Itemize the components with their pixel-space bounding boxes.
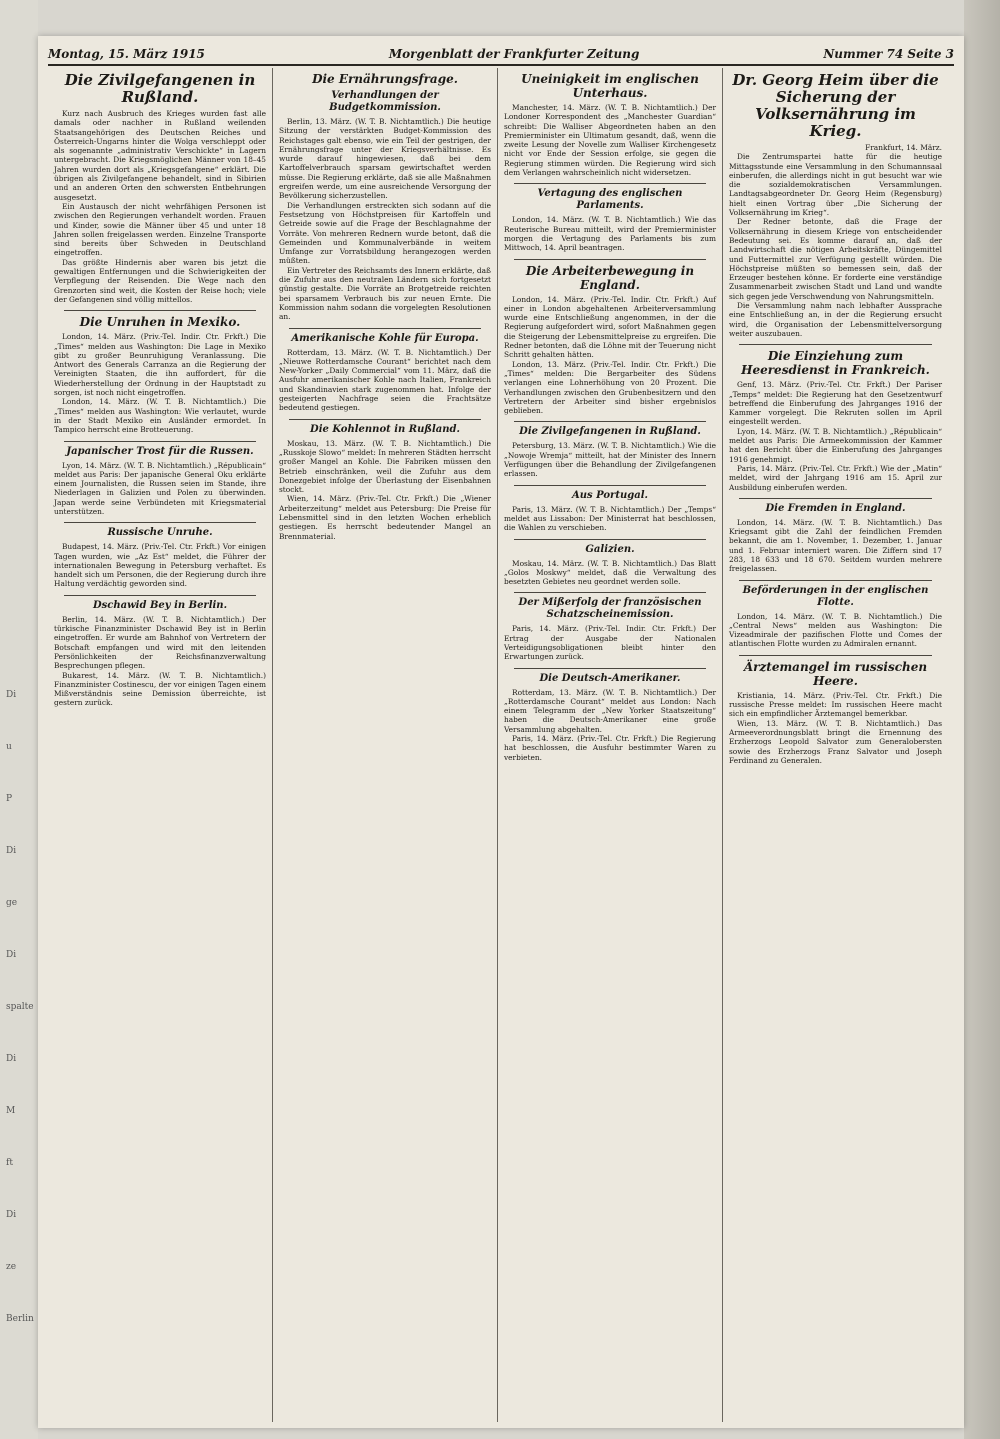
article-divider — [289, 328, 481, 329]
article — [504, 264, 716, 416]
article-paragraph: Berlin, 14. März. (W. T. B. Nichtamtlich.) Der türkische Finanzminister Dschawid Bey ist in Berlin eingetroffen. Er wurde am Bahnhof von Vertretern der Botschaft empfangen und wird mit den leitenden Persönlichkeiten der Reichsfinanzverwaltung Besprechungen pflegen. — [54, 614, 266, 671]
article-divider — [514, 485, 706, 486]
article-paragraph: London, 13. März. (Priv.-Tel. Indir. Ctr. Frkft.) Die „Times“ melden: Die Bergarbeiter des Südens verlangen eine Lohnerhöhung von 20 Prozent. Die Verhandlungen zwischen den Grubenbesitzern und den Vertretern der Arbeiter sind bisher ergebnislos geblieben. — [504, 359, 716, 416]
article-paragraph: London, 14. März. (W. T. B. Nichtamtlich.) Die „Times“ melden aus Washington: Wie verlautet, wurde in der Stadt Mexiko ein Ausländer ermordet. In Tampico herrscht eine Brotteuerung. — [54, 397, 266, 435]
article-divider — [64, 595, 256, 596]
article-divider — [514, 421, 706, 422]
article-divider — [289, 419, 481, 420]
article-divider — [514, 539, 706, 540]
article-paragraph: Die Versammlung nahm nach lebhafter Aussprache eine Entschließung an, in der die Regierung ersucht wird, die Organisation der Lebensmittelversorgung weiter auszubauen. — [729, 301, 942, 338]
article-headline: Dschawid Bey in Berlin. — [92, 599, 228, 611]
article — [54, 446, 266, 517]
article-headline: Die Ernährungsfrage. — [312, 72, 458, 86]
article-paragraph: Die Zentrumspartei hatte für die heutige Mittagsstunde eine Versammlung in den Schumannsaal einberufen, die allerdings nicht in gut besucht war wie die sozialdemokratischen Versammlungen. Landtagsabgeordneter Dr. Georg Heim (Regensburg) hielt einen Vortrag über „Die Sicherung der Volksernährung im Krieg“. — [729, 152, 942, 218]
article-paragraph: Petersburg, 13. März. (W. T. B. Nichtamtlich.) Wie die „Nowoje Wremja“ mitteilt, hat der Minister des Innern Verfügungen über die Behandlung der Zivilgefangenen erlassen. — [504, 441, 716, 479]
gutter-mark: Di — [6, 690, 17, 700]
article — [54, 600, 266, 708]
article — [729, 660, 942, 765]
article — [504, 188, 716, 252]
article-paragraph: London, 14. März. (Priv.-Tel. Indir. Ctr. Frkft.) Die „Times“ melden aus Washington: Die Lage in Mexiko gibt zu großer Beunruhigung Veranlassung. Die Antwort des Generals Carranza an die Regierung der Vereinigten Staaten, die ihn auffordert, für die Wiederherstellung der Ordnung in der Hauptstadt zu sorgen, ist noch nicht eingetroffen. — [54, 332, 266, 398]
binding-edge — [964, 0, 1000, 1439]
article-headline: Die Arbeiterbewegung in England. — [525, 263, 695, 292]
article-divider — [739, 580, 932, 581]
article-headline: Amerikanische Kohle für Europa. — [291, 332, 479, 344]
column-2 — [273, 68, 498, 1422]
article-paragraph: Paris, 14. März. (Priv.-Tel. Ctr. Frkft.) Die Regierung hat beschlossen, die Ausfuhr bestimmter Waren zu verbieten. — [504, 734, 716, 762]
article-paragraph: Genf, 13. März. (Priv.-Tel. Ctr. Frkft.) Der Pariser „Temps“ meldet: Die Regierung hat den Gesetzentwurf betreffend die Einberufung des Jahrganges 1916 der Kammer vorgelegt. Die Rekruten sollen im April eingestellt werden. — [729, 380, 942, 427]
article-paragraph: Die Verhandlungen erstreckten sich sodann auf die Festsetzung von Höchstpreisen für Kartoffeln und Getreide sowie auf die Frage der Beschlagnahme der Vorräte. Von mehreren Rednern wurde betont, daß die Gemeinden und Kommunalverbände in weitem Umfange zur Vorratsbildung herangezogen werden müßten. — [279, 200, 491, 266]
article-divider — [64, 522, 256, 523]
article — [729, 72, 942, 338]
article-paragraph: London, 14. März. (W. T. B. Nichtamtlich.) Wie das Reuterische Bureau mitteilt, wird der Premierminister morgen die Vertagung des Parlaments bis zum Mittwoch, 14. April beantragen. — [504, 215, 716, 253]
article — [279, 72, 491, 322]
article-paragraph: Paris, 13. März. (W. T. B. Nichtamtlich.) Der „Temps“ meldet aus Lissabon: Der Ministerrat hat beschlossen, die Wahlen zu verschieben. — [504, 504, 716, 533]
article-divider — [64, 310, 256, 311]
article-paragraph: Wien, 13. März. (W. T. B. Nichtamtlich.) Das Armeeverordnungsblatt bringt die Ernennung des Erzherzogs Leopold Salvator zum Generalobersten sowie des Erzherzogs Franz Salvator und Joseph Ferdinand zu Generalen. — [729, 718, 942, 765]
gutter-mark: Di — [6, 950, 17, 960]
column-4 — [723, 68, 948, 1422]
article — [504, 597, 716, 661]
article-paragraph: Wien, 14. März. (Priv.-Tel. Ctr. Frkft.) Die „Wiener Arbeiterzeitung“ meldet aus Petersburg: Die Preise für Lebensmittel sind in den letzten Wochen erheblich gestiegen. Es herrscht bedeutender Mangel an Brennmaterial. — [279, 494, 491, 541]
gutter-mark: P — [6, 794, 13, 804]
article-divider — [514, 592, 706, 593]
header-issue: Nummer 74 Seite 3 — [823, 47, 954, 61]
article-paragraph: Lyon, 14. März. (W. T. B. Nichtamtlich.) „Républicain“ meldet aus Paris: Die Armeekommission der Kammer hat den Bericht über die Einberufung des Jahrganges 1916 genehmigt. — [729, 426, 942, 464]
article-paragraph: Paris, 14. März. (Priv.-Tel. Indir. Ctr. Frkft.) Der Ertrag der Ausgabe der Nationalen Verteidigungsobligationen bleibt hinter den Erwartungen zurück. — [504, 624, 716, 662]
article-paragraph: Rotterdam, 13. März. (W. T. B. Nichtamtlich.) Der „Rotterdamsche Courant“ meldet aus London: Nach einem Telegramm der „New Yorker Staatszeitung“ haben die Deutsch-Amerikaner eine große Versammlung abgehalten. — [504, 687, 716, 734]
article-headline: Die Einziehung zum Heeresdienst in Frankreich. — [741, 349, 930, 378]
article — [729, 503, 942, 574]
article-headline: Dr. Georg Heim über die Sicherung der Volksernährung im Krieg. — [732, 71, 939, 140]
article-divider — [514, 668, 706, 669]
article-headline: Die Zivilgefangenen in Rußland. — [519, 426, 701, 438]
header-date: Montag, 15. März 1915 — [48, 47, 205, 61]
newspaper-page — [38, 36, 964, 1428]
page-header — [48, 44, 954, 66]
gutter-mark: Di — [6, 1054, 17, 1064]
article-divider — [739, 498, 932, 499]
article — [504, 426, 716, 478]
article-paragraph: London, 14. März. (W. T. B. Nichtamtlich.) Die „Central News“ melden aus Washington: Die Vizeadmirale der pazifischen Flotte und Comes der atlantischen Flotte wurden zu Admiralen ernannt. — [729, 611, 942, 649]
article-headline: Die Kohlennot in Rußland. — [310, 423, 460, 435]
article-headline: Uneinigkeit im englischen Unterhaus. — [521, 72, 699, 100]
left-margin-strip — [0, 0, 38, 1439]
article-divider — [514, 183, 706, 184]
columns-container — [48, 68, 954, 1422]
article-headline: Russische Unruhe. — [107, 527, 213, 539]
article-headline: Die Unruhen in Mexiko. — [79, 315, 241, 330]
article-headline: Japanischer Trost für die Russen. — [66, 445, 254, 457]
article-headline: Ärztemangel im russischen Heere. — [743, 659, 928, 688]
article-paragraph: Bukarest, 14. März. (W. T. B. Nichtamtlich.) Finanzminister Costinescu, der vor einigen Tagen einem Mißverständnis seine Demission überreichte, ist gestern zurück. — [54, 670, 267, 708]
gutter-mark: spalte — [6, 1002, 34, 1012]
article-headline: Die Fremden in England. — [765, 502, 906, 514]
article — [279, 333, 491, 413]
gutter-mark: Berlin — [6, 1314, 34, 1324]
article-paragraph: Kristiania, 14. März. (Priv.-Tel. Ctr. Frkft.) Die russische Presse meldet: Im russischen Heere macht sich ein empfindlicher Ärztemangel bemerkbar. — [729, 690, 942, 719]
article-paragraph: London, 14. März. (W. T. B. Nichtamtlich.) Das Kriegsamt gibt die Zahl der feindlichen Fremden bekannt, die am 1. November, 1. Dezember, 1. Januar und 1. Februar interniert waren. Die Ziffern sind 17 283, 18 633 und 18 670. Seitdem wurden mehrere freigelassen. — [729, 517, 942, 574]
article-paragraph: Berlin, 13. März. (W. T. B. Nichtamtlich.) Die heutige Sitzung der verstärkten Budget-Kommission des Reichstages galt ebenso, wie ein Teil der gestrigen, der Ernährungsfrage unter der Kriegsverhältnisse. Es wurde darauf hingewiesen, daß bei dem Kartoffelverbrauch sparsam gewirtschaftet werden müsse. Die Regierung erklärte, daß sie alle Maßnahmen ergreifen werde, um eine ausreichende Versorgung der Bevölkerung sicherzustellen. — [279, 117, 491, 201]
article-paragraph: Moskau, 14. März. (W. T. B. Nichtamtlich.) Das Blatt „Golos Moskwy“ meldet, daß die Verwaltung des besetzten Gebietes neu geordnet werden solle. — [504, 558, 716, 587]
article — [279, 424, 491, 541]
gutter-mark: Di — [6, 1210, 17, 1220]
article-paragraph: London, 14. März. (Priv.-Tel. Indir. Ctr. Frkft.) Auf einer in London abgehaltenen Arbeiterversammlung wurde eine Entschließung angenommen, in der die Regierung aufgefordert wird, sofort Maßnahmen gegen die Steigerung der Lebensmittelpreise zu ergreifen. Die Redner betonten, daß die Löhne mit der Teuerung nicht Schritt gehalten hätten. — [504, 294, 716, 360]
article-headline: Die Deutsch-Amerikaner. — [539, 672, 681, 684]
article — [504, 72, 716, 177]
article-paragraph: Das größte Hindernis aber waren bis jetzt die gewaltigen Entfernungen und die Schwierigkeiten der Verpflegung der Reisenden. Die Wege nach den Grenzorten sind weit, die Kosten der Reise hoch; viele der Gefangenen sind völlig mittellos. — [54, 257, 266, 304]
article-paragraph: Moskau, 13. März. (W. T. B. Nichtamtlich.) Die „Russkoje Slowo“ meldet: In mehreren Städten herrscht großer Mangel an Kohle. Die Fabriken müssen den Betrieb einschränken, weil die Zufuhr aus dem Donezgebiet infolge der Überlastung der Eisenbahnen stockt. — [279, 438, 491, 495]
article — [504, 544, 716, 587]
header-paper-title: Morgenblatt der Frankfurter Zeitung — [388, 47, 640, 61]
article — [729, 585, 942, 649]
gutter-mark: ze — [6, 1262, 17, 1272]
article-paragraph: Rotterdam, 13. März. (W. T. B. Nichtamtlich.) Der „Nieuwe Rotterdamsche Courant“ berichtet nach dem New-Yorker „Daily Commercial“ vom 11. März, daß die Ausfuhr amerikanischer Kohle nach Italien, Frankreich und Skandinavien stark zugenommen hat. Infolge der gesteigerten Nachfrage seien die Frachtsätze bedeutend gestiegen. — [279, 347, 491, 413]
article-dateline: Frankfurt, 14. März. — [865, 143, 942, 152]
article-divider — [64, 441, 256, 442]
article-paragraph: Ein Austausch der nicht wehrfähigen Personen ist zwischen den Regierungen verhandelt worden. Frauen und Kinder, sowie die Männer über 45 und unter 18 Jahren sollen freigelassen werden. Einzelne Transporte sind bereits über Schweden in Deutschland eingetroffen. — [54, 201, 266, 258]
gutter-mark: M — [6, 1106, 16, 1116]
article-paragraph: Kurz nach Ausbruch des Krieges wurden fast alle damals oder nachher in Rußland weilenden Staatsangehörigen des Deutschen Reiches und Österreich-Ungarns hinter die Wolga verschleppt oder als sogenannte „administrativ Verschickte“ in Lagern untergebracht. Die Kriegsmöglichen Männer von 18–45 Jahren wurden dort als „Kriegsgefangene“ erklärt. Die übrigen als Zivilgefangene behandelt, sind in Sibirien und an anderen Orten den schwersten Entbehrungen ausgesetzt. — [54, 109, 266, 202]
column-1 — [48, 68, 273, 1422]
gutter-mark: ge — [6, 898, 18, 908]
article-divider — [739, 655, 932, 656]
article-headline: Galizien. — [585, 543, 635, 555]
article-headline: Der Mißerfolg der französischen Schatzscheinemission. — [518, 597, 702, 621]
article-paragraph: Lyon, 14. März. (W. T. B. Nichtamtlich.) „Républicain“ meldet aus Paris: Der japanische General Oku erklärte einem Journalisten, die Russen seien im Stande, ihre Niederlagen in Galizien und Polen zu überwinden. Japan werde seine Verbündeten mit Kriegsmaterial unterstützen. — [54, 460, 266, 516]
article — [504, 673, 716, 762]
gutter-mark: u — [6, 742, 12, 752]
article-subheadline: Verhandlungen der Budgetkommission. — [329, 90, 441, 113]
article-headline: Vertagung des englischen Parlaments. — [537, 188, 683, 212]
gutter-mark: ft — [6, 1158, 13, 1168]
column-3 — [498, 68, 723, 1422]
article — [729, 349, 942, 492]
article-paragraph: Ein Vertreter des Reichsamts des Innern erklärte, daß die Zufuhr aus den neutralen Ländern sich fortgesetzt günstig gestalte. Die Vorräte an Brotgetreide reichten bei sparsamem Verbrauch bis zur neuen Ernte. Die Kommission nahm sodann die vorgelegten Resolutionen an. — [279, 265, 491, 322]
article-headline: Die Zivilgefangenen in Rußland. — [64, 71, 256, 106]
article-divider — [739, 344, 932, 345]
gutter-mark: Di — [6, 846, 17, 856]
article-paragraph: Paris, 14. März. (Priv.-Tel. Ctr. Frkft.) Wie der „Matin“ meldet, wird der Jahrgang 1916 am 15. April zur Ausbildung einberufen werden. — [729, 463, 942, 492]
article-paragraph: Der Redner betonte, daß die Frage der Volksernährung in diesem Kriege von entscheidender Bedeutung sei. Es komme darauf an, daß der Landwirtschaft die nötigen Arbeitskräfte, Düngemittel und Futtermittel zur Verfügung gestellt würden. Die Höchstpreise müßten so bemessen sein, daß der Erzeuger bestehen könne. Er forderte eine verständige Zusammenarbeit zwischen Stadt und Land und wandte sich gegen jede Verschwendung von Nahrungsmitteln. — [729, 217, 942, 301]
article — [54, 72, 266, 304]
article-paragraph: Budapest, 14. März. (Priv.-Tel. Ctr. Frkft.) Vor einigen Tagen wurden, wie „Az Est“ meldet, die Führer der internationalen Bewegung in Petersburg verhaftet. Es handelt sich um Personen, die der Regierung durch ihre Haltung verdächtig geworden sind. — [54, 542, 266, 589]
article-headline: Aus Portugal. — [572, 489, 648, 501]
article-paragraph: Manchester, 14. März. (W. T. B. Nichtamtlich.) Der Londoner Korrespondent des „Manchester Guardian“ schreibt: Die Walliser Abgeordneten haben an den Premierminister ein Ultimatum gesandt, daß, wenn die zweite Lesung der Novelle zum Walliser Kirchengesetz nicht vor Ende der Session erfolge, sie gegen die Regierung stimmen würden. Die Regierung wird sich dem Verlangen wahrscheinlich nicht widersetzen. — [504, 103, 716, 178]
article — [54, 315, 266, 434]
article — [54, 527, 266, 588]
article-headline: Beförderungen in der englischen Flotte. — [742, 584, 929, 608]
article — [504, 490, 716, 533]
article-divider — [514, 259, 706, 260]
